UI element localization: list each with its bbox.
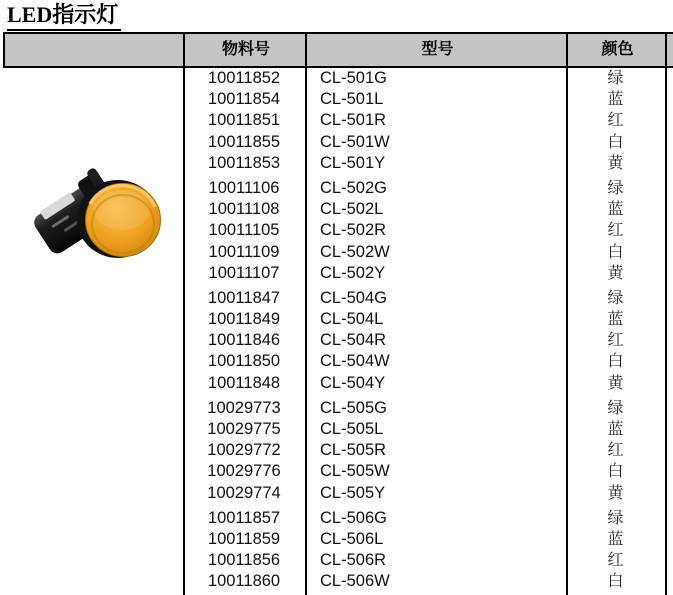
table-row [183, 550, 665, 571]
cell-color: 蓝 [607, 201, 624, 219]
cell-part-number: 10011106 [208, 178, 280, 197]
column-header-color: 颜色 [601, 41, 634, 58]
table-row [183, 68, 665, 89]
cell-color: 蓝 [607, 91, 624, 109]
table-row [183, 309, 665, 330]
cell-model: CL-504R [320, 331, 387, 350]
product-group [183, 68, 665, 174]
cell-model: CL-502G [320, 178, 387, 197]
product-group [183, 178, 665, 284]
cell-color: 红 [607, 112, 624, 130]
cell-color: 蓝 [607, 530, 624, 548]
table-row [183, 330, 665, 351]
cell-model: CL-501W [320, 132, 390, 151]
cell-part-number: 10011850 [207, 352, 281, 371]
cell-color: 白 [607, 573, 624, 591]
cell-part-number: 10011849 [207, 310, 281, 329]
cell-color: 绿 [607, 179, 624, 197]
table-row [183, 153, 665, 174]
table-row [183, 199, 665, 220]
table-row [183, 529, 665, 550]
cell-color: 白 [607, 133, 624, 151]
table-row [183, 242, 665, 263]
cell-model: CL-502L [320, 200, 384, 219]
cell-part-number: 10029773 [207, 398, 281, 417]
cell-part-number: 10029776 [207, 462, 281, 481]
cell-color: 白 [607, 243, 624, 261]
cell-color: 黄 [607, 374, 624, 392]
led-indicator-illustration [30, 144, 172, 266]
cell-part-number: 10011108 [208, 200, 280, 219]
table-row [183, 440, 665, 461]
column-header-part-number: 物料号 [221, 41, 270, 58]
cell-part-number: 10011852 [207, 69, 281, 87]
cell-color: 黄 [607, 264, 624, 282]
cell-model: CL-506L [320, 529, 384, 548]
page-title: LED指示灯 [7, 2, 121, 31]
cell-model: CL-506R [320, 551, 387, 570]
table-row [183, 263, 665, 284]
cell-model: CL-501G [320, 69, 387, 87]
cell-part-number: 10029775 [207, 420, 281, 438]
table-row [183, 132, 665, 153]
cell-model: CL-504L [320, 310, 384, 329]
cell-color: 绿 [607, 509, 624, 527]
cell-color: 白 [607, 353, 624, 371]
cell-model: CL-504W [320, 352, 390, 371]
cell-part-number: 10011107 [208, 263, 280, 282]
product-group [183, 398, 665, 504]
cell-model: CL-504G [320, 288, 387, 307]
cell-color: 白 [607, 463, 624, 481]
cell-part-number: 10011857 [207, 508, 281, 527]
table-body [183, 68, 665, 593]
cell-part-number: 10011860 [207, 572, 281, 591]
cell-model: CL-506G [320, 508, 387, 527]
cell-model: CL-505Y [320, 483, 386, 502]
table-header [3, 32, 673, 68]
column-divider [665, 32, 667, 595]
table-row [183, 508, 665, 529]
cell-model: CL-501L [320, 90, 384, 109]
cell-color: 黄 [607, 484, 624, 502]
cell-model: CL-505L [320, 420, 384, 438]
cell-model: CL-505W [320, 462, 390, 481]
cell-part-number: 10011854 [207, 90, 281, 109]
cell-color: 蓝 [607, 421, 624, 438]
cell-model: CL-501Y [320, 153, 386, 172]
cell-part-number: 10011859 [207, 529, 281, 548]
cell-model: CL-502R [320, 221, 387, 240]
table-row [183, 461, 665, 482]
cell-color: 红 [607, 552, 624, 570]
cell-part-number: 10011855 [207, 132, 281, 151]
cell-part-number: 10011851 [207, 111, 281, 130]
table-row [183, 220, 665, 241]
table-row [183, 178, 665, 199]
table-row [183, 571, 665, 592]
cell-part-number: 10011105 [208, 221, 280, 240]
cell-part-number: 10011109 [208, 242, 280, 261]
cell-model: CL-502Y [320, 263, 386, 282]
cell-part-number: 10029774 [207, 483, 281, 502]
cell-model: CL-506W [320, 572, 390, 591]
cell-model: CL-504Y [320, 373, 386, 392]
cell-color: 红 [607, 222, 624, 240]
cell-part-number: 10011847 [207, 288, 281, 307]
cell-model: CL-502W [320, 242, 390, 261]
table-row [183, 483, 665, 504]
table-row [183, 351, 665, 372]
table-row [183, 89, 665, 110]
table-row [183, 373, 665, 394]
cell-part-number: 10011853 [207, 153, 281, 172]
product-group [183, 508, 665, 593]
product-photo-led-indicator [30, 144, 172, 266]
cell-model: CL-501R [320, 111, 387, 130]
table-row [183, 398, 665, 419]
column-header-model: 型号 [421, 41, 454, 58]
cell-color: 黄 [607, 154, 624, 172]
table-row [183, 110, 665, 131]
product-group [183, 288, 665, 394]
cell-color: 蓝 [607, 311, 624, 329]
cell-model: CL-505R [320, 441, 387, 460]
table-row [183, 419, 665, 440]
cell-part-number: 10011848 [207, 373, 281, 392]
cell-part-number: 10029772 [207, 441, 281, 460]
cell-part-number: 10011846 [207, 331, 281, 350]
cell-color: 绿 [607, 399, 624, 417]
cell-color: 绿 [607, 289, 624, 307]
table-row [183, 288, 665, 309]
cell-part-number: 10011856 [207, 551, 281, 570]
cell-color: 绿 [607, 70, 624, 87]
cell-model: CL-505G [320, 398, 387, 417]
cell-color: 红 [607, 442, 624, 460]
cell-color: 红 [607, 332, 624, 350]
